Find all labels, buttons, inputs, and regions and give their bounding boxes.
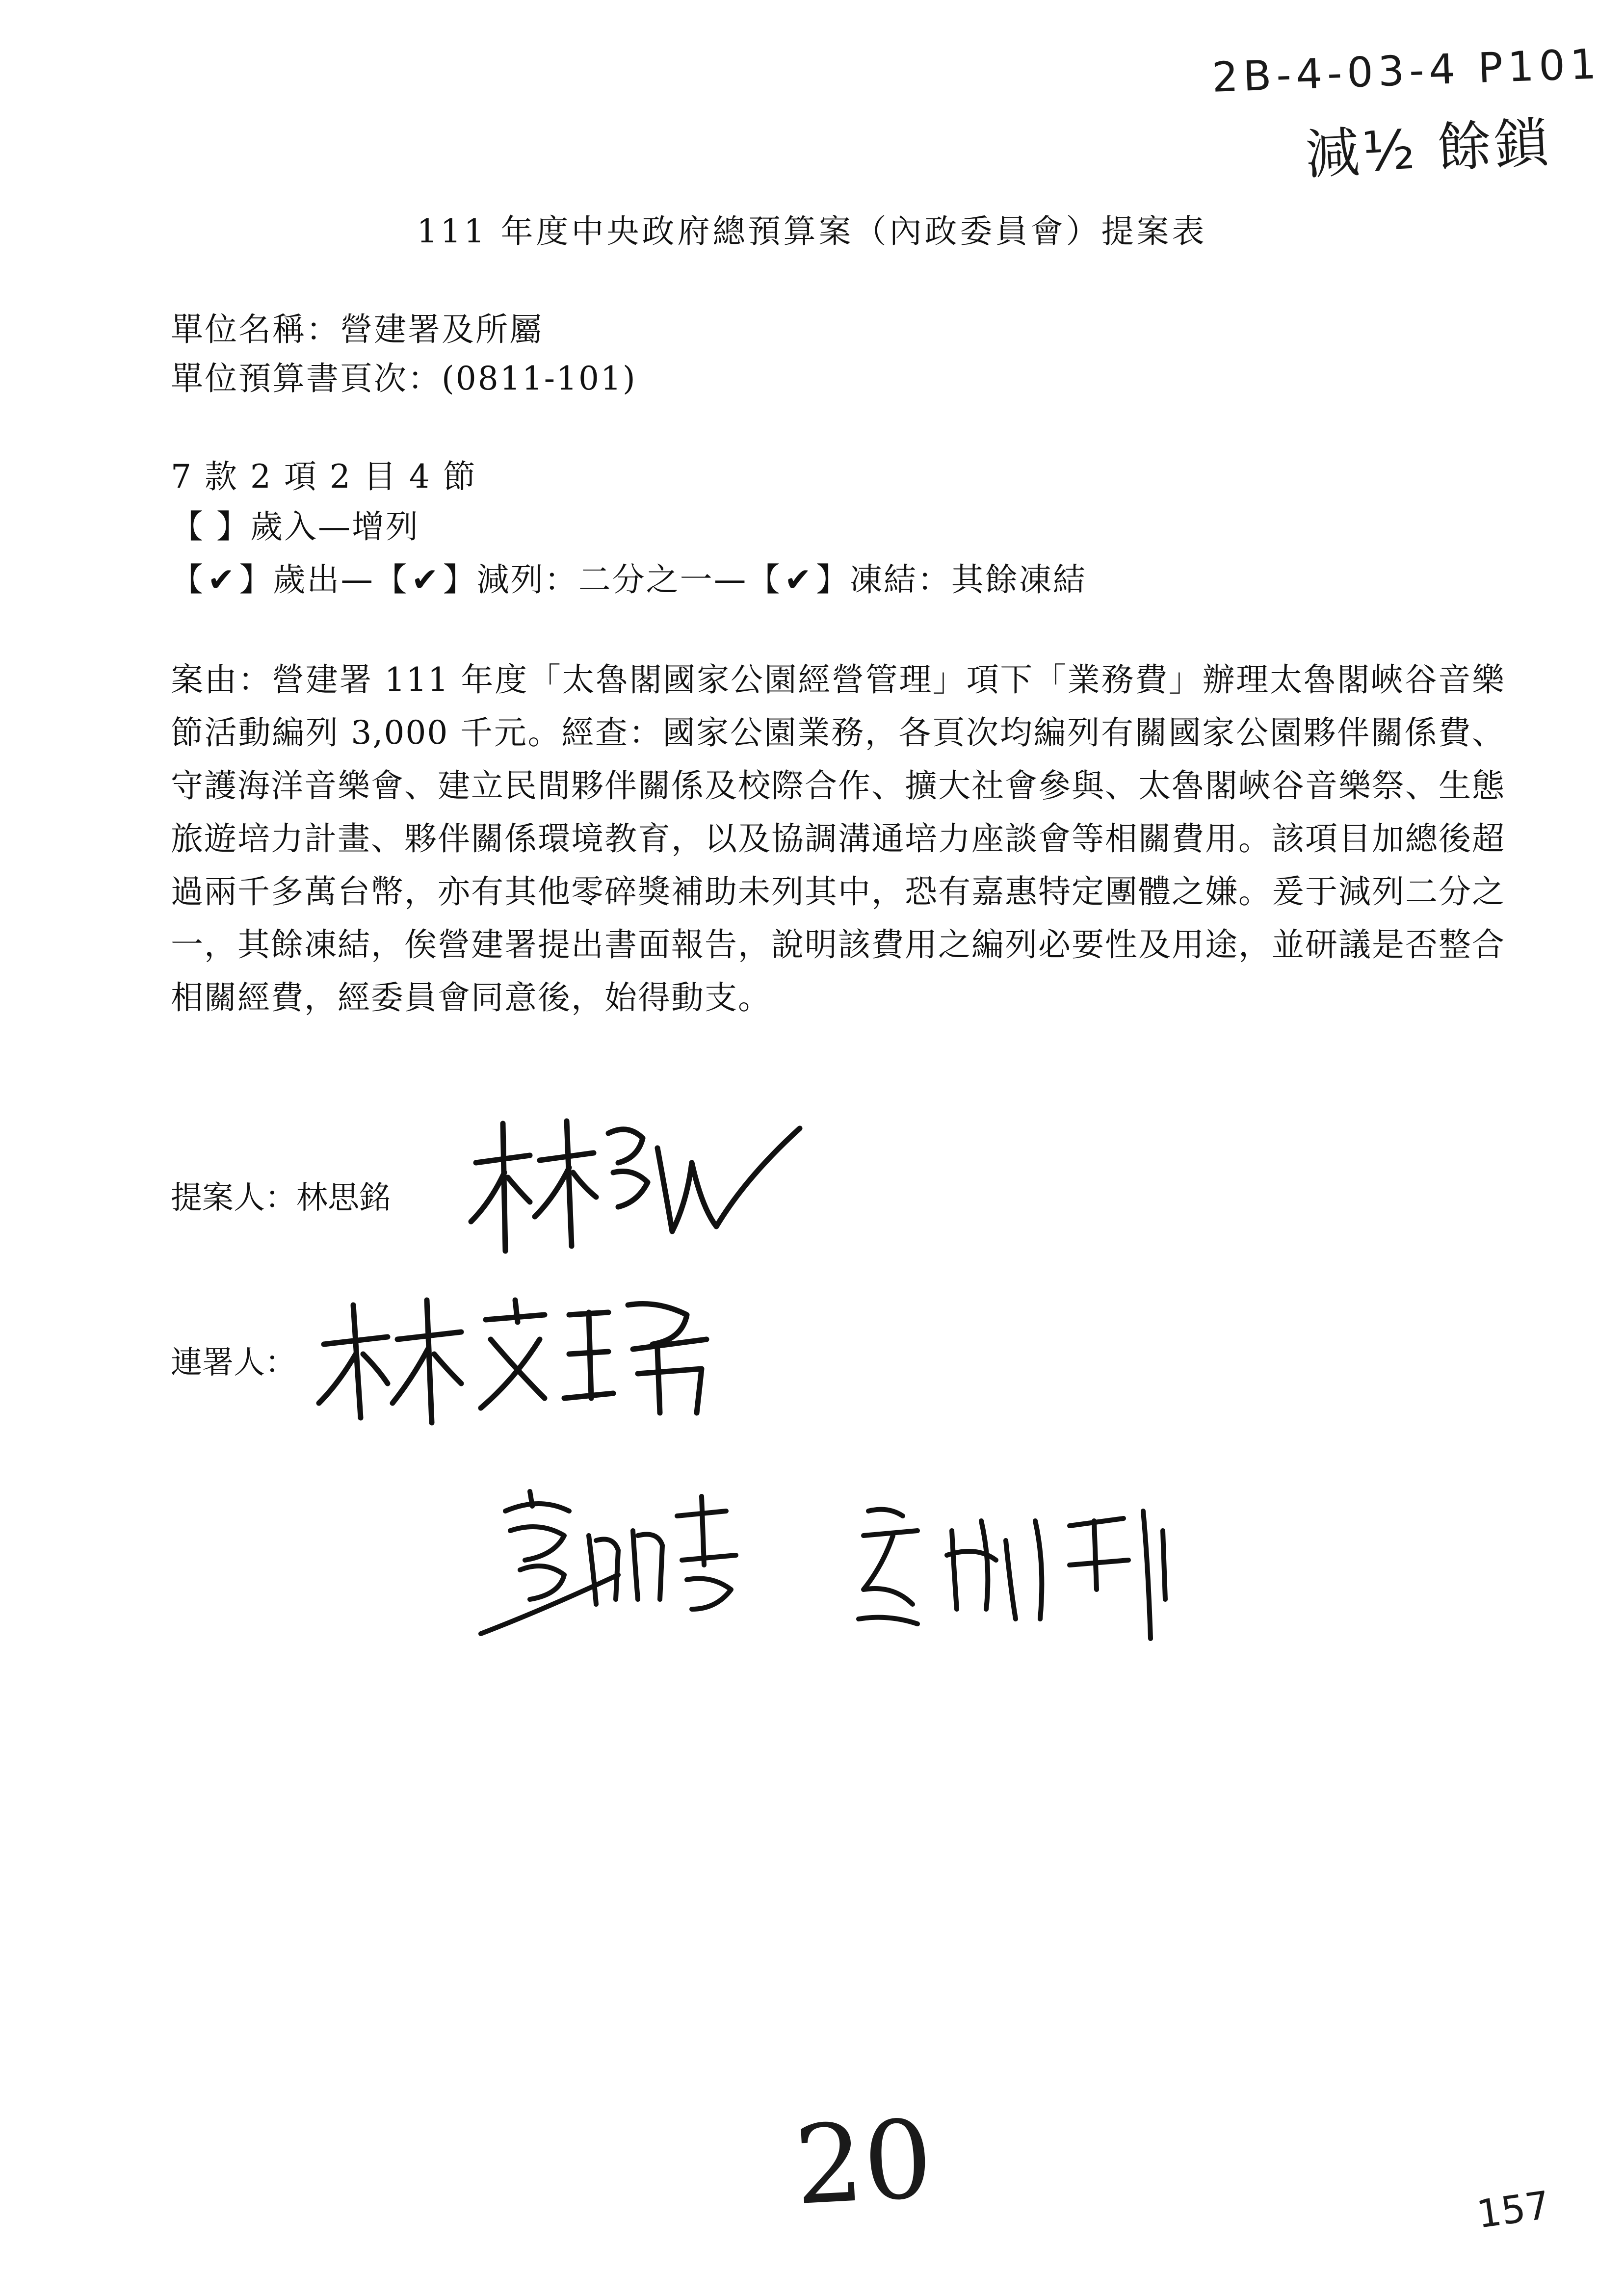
dash: — bbox=[713, 561, 748, 599]
income-line: 【 】歲入—增列 bbox=[171, 508, 419, 546]
cosigner-signature-2 bbox=[471, 1477, 756, 1644]
cosigner-label: 連署人： bbox=[171, 1345, 296, 1381]
item-code: 7 款 2 項 2 目 4 節 bbox=[171, 458, 477, 496]
bracket: 】 bbox=[815, 561, 850, 599]
handwritten-stamp-number: 157 bbox=[1474, 2183, 1553, 2237]
proposer-label: 提案人：林思銘 bbox=[171, 1180, 391, 1216]
budget-pages: 單位預算書頁次：(0811-101) bbox=[171, 360, 637, 397]
handwritten-reference-note: 減½ 餘鎖 bbox=[1304, 110, 1553, 187]
unit-name: 單位名稱：營建署及所屬 bbox=[171, 311, 543, 348]
check-mark-icon: ✔ bbox=[208, 561, 236, 599]
freeze-label: 凍結：其餘凍結 bbox=[849, 561, 1087, 599]
bracket: 】 bbox=[239, 561, 273, 599]
cosigner-signature-1 bbox=[314, 1285, 716, 1433]
expenditure-line bbox=[171, 553, 1087, 600]
document-title: 111 年度中央政府總預算案（內政委員會）提案表 bbox=[417, 212, 1207, 250]
bracket: 【 bbox=[171, 561, 205, 599]
bracket: 】 bbox=[443, 561, 477, 599]
bracket: 【 bbox=[374, 561, 409, 599]
bracket: 【 bbox=[747, 561, 782, 599]
handwritten-page-number: 20 bbox=[791, 2096, 936, 2229]
proposer-signature bbox=[461, 1104, 805, 1266]
cosigner-signature-3 bbox=[849, 1491, 1182, 1648]
expenditure-label: 歲出— bbox=[273, 561, 375, 599]
case-reason: 案由：營建署 111 年度「太魯閣國家公園經營管理」項下「業務費」辦理太魯閣峽谷音樂節活動編列 3,000 千元。經查：國家公園業務，各頁次均編列有關國家公園夥伴關係費、守護海洋音樂會、建立民間夥伴關係及校際合作、擴大社會參與、太魯閣峽谷音樂祭、生態旅遊培力計畫、夥伴關係環境教育，以及協調溝通培力座談會等相關費用。該項目加總後超過兩千多萬台幣，亦有其他零碎獎補助未列其中，恐有嘉惠特定團體之嫌。爰于減列二分之一，其餘凍結，俟營建署提出書面報告，說明該費用之編列必要性及用途，並研議是否整合相關經費，經委員會同意後，始得動支。 bbox=[171, 661, 1505, 1017]
check-mark-icon: ✔ bbox=[784, 561, 813, 599]
check-mark-icon: ✔ bbox=[411, 561, 440, 599]
reduction-label: 減列：二分之一 bbox=[476, 561, 714, 599]
handwritten-reference-code: 2B-4-03-4 P101 bbox=[1211, 40, 1602, 102]
